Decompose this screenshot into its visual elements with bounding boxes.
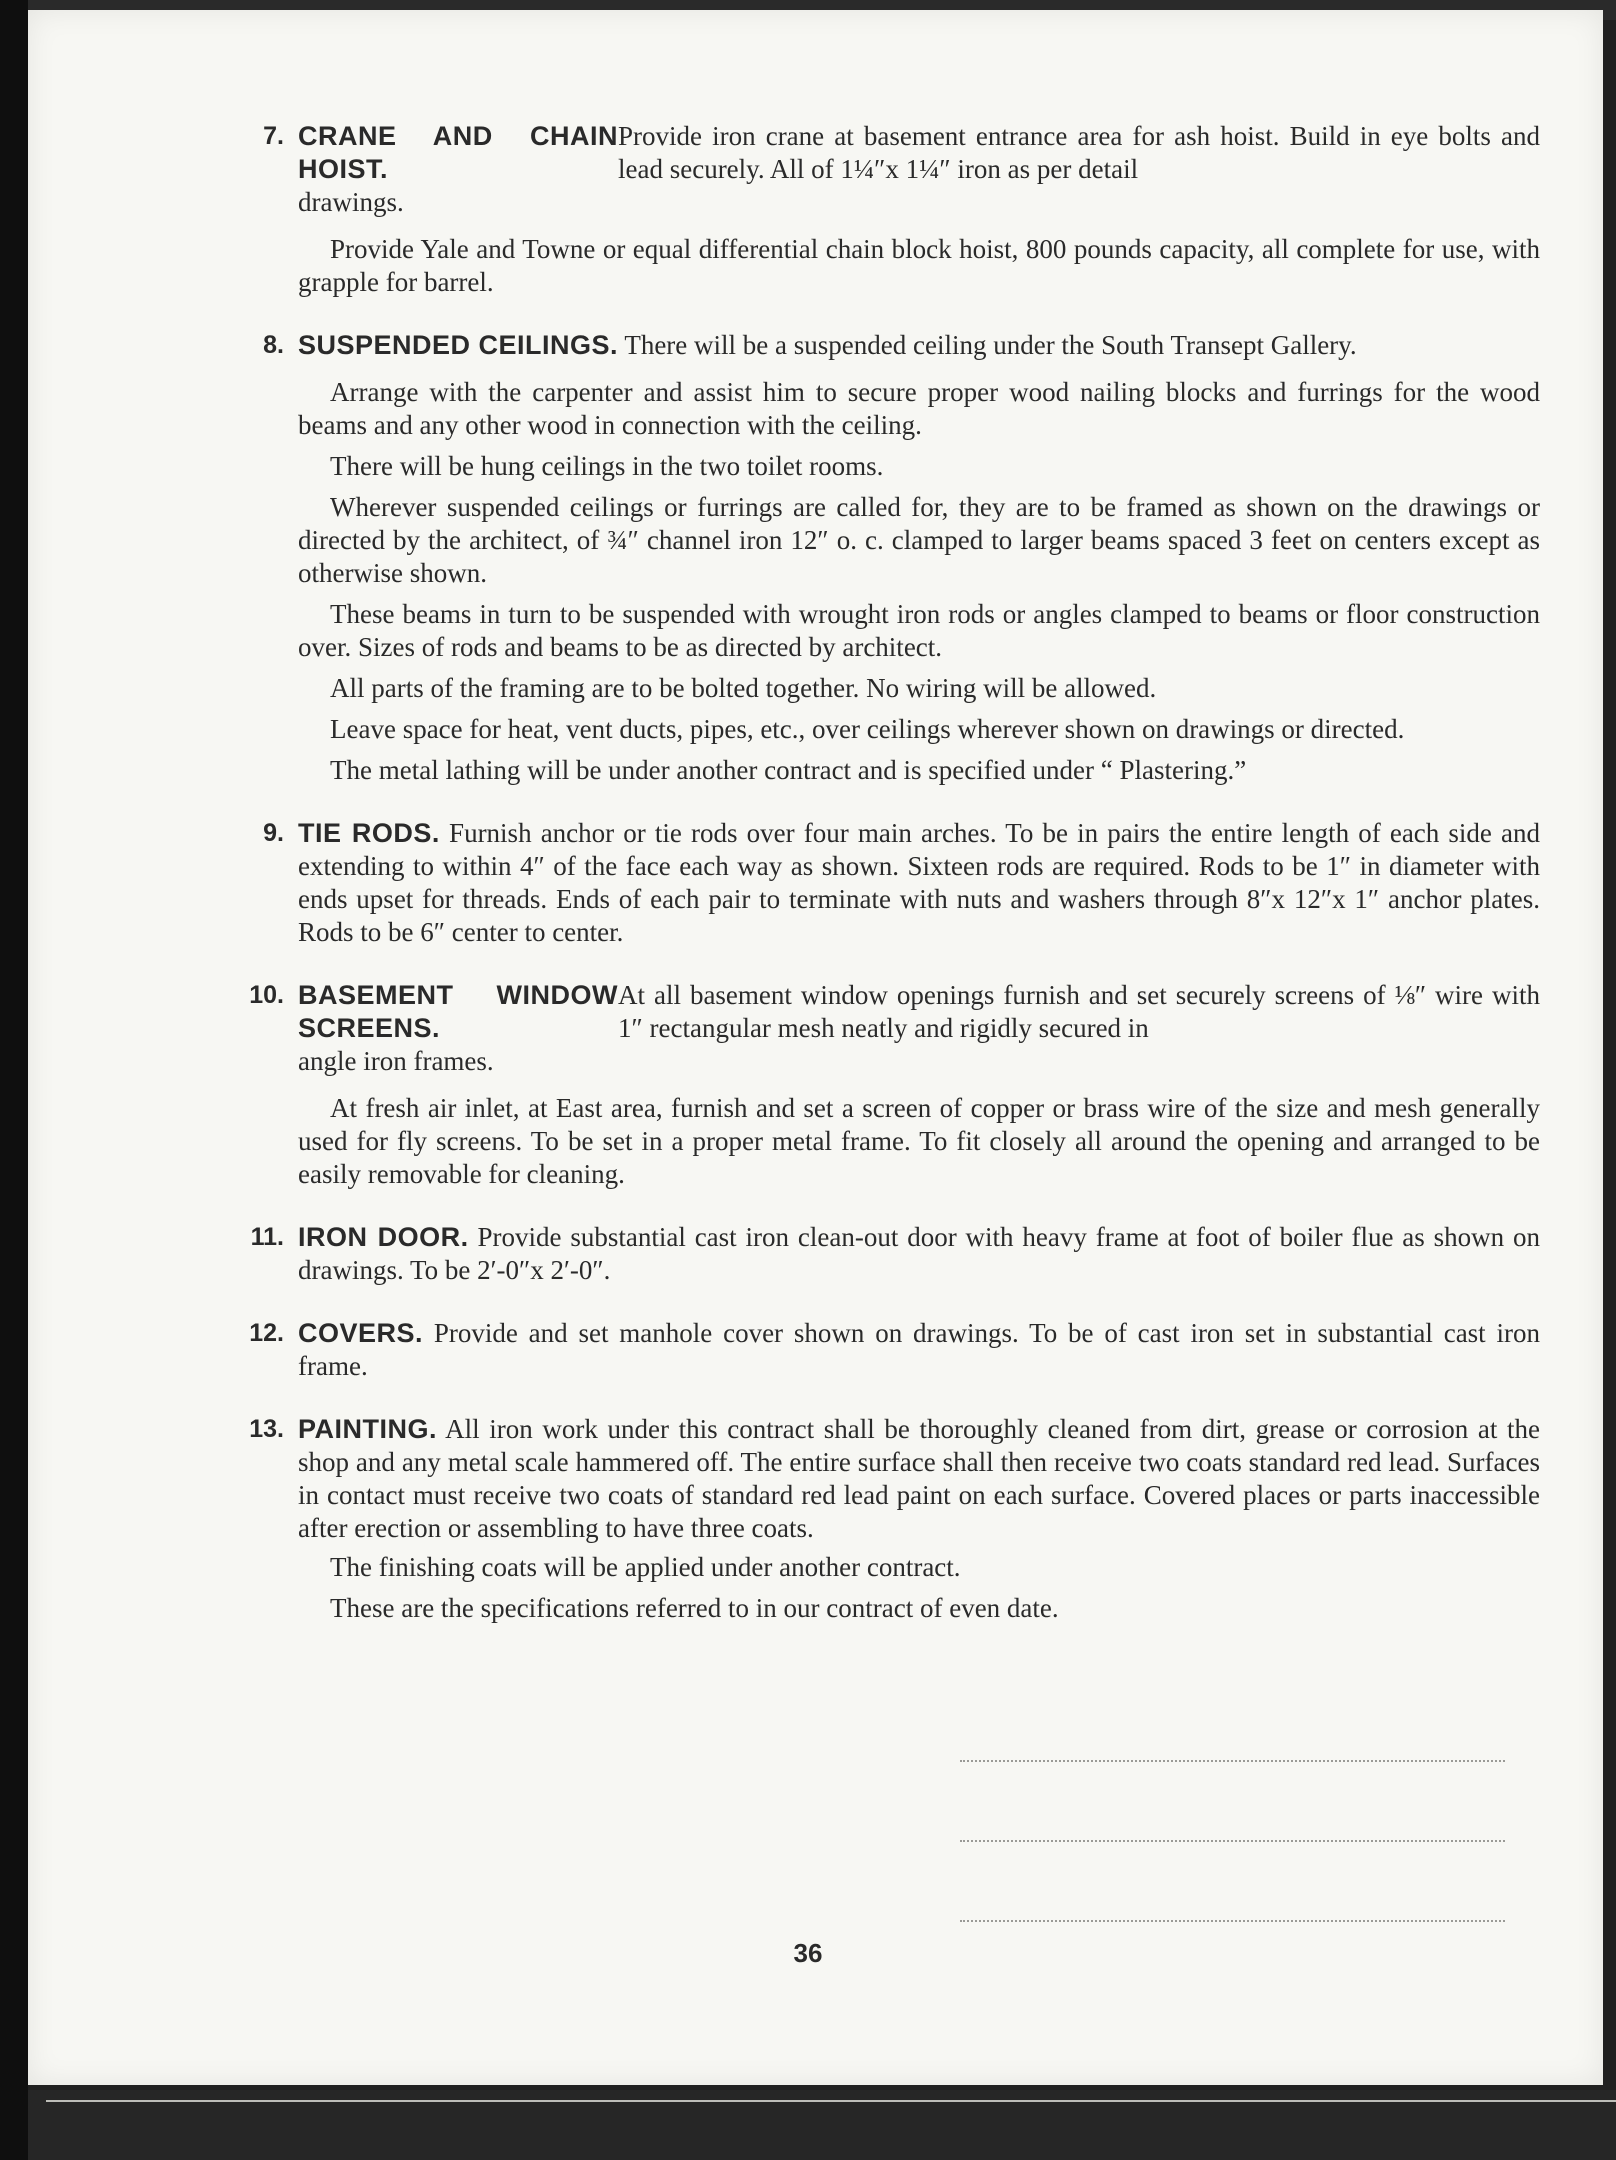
section-head-continuation: angle iron frames. <box>298 1046 494 1076</box>
section-lead-text: Provide substantial cast iron clean-out door with heavy frame at foot of boiler flue as shown on drawings. To be 2′-0″x 2′-0″. <box>298 1222 1541 1285</box>
section-head-text: At all basement window openings furnish and set securely screens of ⅛″ wire with 1″ rectangular mesh neatly and rigidly secured in <box>618 980 1540 1043</box>
section-lead-text: All iron work under this contract shall be thoroughly cleaned from dirt, grease or corrosion at the shop and any metal scale hammered off. The entire surface shall then receive two coats standard red lead. Surfaces in contact must receive two coats of standard red lead paint on each surface. Covered places or parts inaccessible after erection or assembling to have three coats. <box>298 1414 1540 1543</box>
page-number: 36 <box>793 1938 823 1968</box>
paragraph: The metal lathing will be under another contract and is specified under “ Plastering.” <box>330 755 1247 785</box>
signature-line <box>960 1840 1505 1842</box>
section-number: 12. <box>249 1319 284 1347</box>
section-number: 8. <box>263 331 284 359</box>
paragraph: All parts of the framing are to be bolted together. No wiring will be allowed. <box>330 673 1157 703</box>
section-9 <box>210 817 1540 949</box>
scan-border-left <box>0 0 28 2160</box>
paragraph: Arrange with the carpenter and assist him to secure proper wood nailing blocks and furrings for the wood beams and any other wood in connection with the ceiling. <box>298 377 1540 440</box>
section-lead-text: Furnish anchor or tie rods over four main arches. To be in pairs the entire length of each side and extending to within 4″ of the face each way as shown. Sixteen rods are required. Rods to be 1″ in diameter with ends upset for threads. Ends of each pair to terminate with nuts and washers through 8″x 12″x 1″ anchor plates. Rods to be 6″ center to center. <box>298 818 1541 947</box>
section-7 <box>210 120 1540 299</box>
section-number: 13. <box>249 1415 284 1443</box>
section-head-text: Provide iron crane at basement entrance area for ash hoist. Build in eye bolts and lead securely. All of 1¼″x 1¼″ iron as per detail <box>618 121 1540 184</box>
section-number: 9. <box>263 819 284 847</box>
specification-body <box>210 120 1540 1655</box>
section-10 <box>210 979 1540 1191</box>
paragraph: There will be hung ceilings in the two toilet rooms. <box>330 451 884 481</box>
paragraph: These are the specifications referred to in our contract of even date. <box>330 1593 1059 1623</box>
section-heading: IRON DOOR. <box>298 1222 469 1252</box>
section-8 <box>210 329 1540 787</box>
paragraph: Wherever suspended ceilings or furrings are called for, they are to be framed as shown on the drawings or directed by the architect, of ¾″ channel iron 12″ o. c. clamped to larger beams spaced 3 feet on centers except as otherwise shown. <box>298 492 1540 588</box>
signature-line <box>960 1920 1505 1922</box>
paragraph: At fresh air inlet, at East area, furnish and set a screen of copper or brass wire of the size and mesh generally used for fly screens. To be set in a proper metal frame. To fit closely all around the opening and arranged to be easily removable for cleaning. <box>298 1093 1540 1189</box>
paragraph: Provide Yale and Towne or equal differential chain block hoist, 800 pounds capacity, all complete for use, with grapple for barrel. <box>298 234 1540 297</box>
section-11 <box>210 1221 1540 1287</box>
paragraph: Leave space for heat, vent ducts, pipes, etc., over ceilings wherever shown on drawings or directed. <box>330 714 1405 744</box>
section-number: 10. <box>249 981 284 1009</box>
paragraph: The finishing coats will be applied under another contract. <box>330 1552 961 1582</box>
paragraph: These beams in turn to be suspended with wrought iron rods or angles clamped to beams or floor construction over. Sizes of rods and beams to be as directed by architect. <box>298 599 1540 662</box>
section-12 <box>210 1317 1540 1383</box>
section-heading: COVERS. <box>298 1318 424 1348</box>
section-13 <box>210 1413 1540 1625</box>
section-heading: TIE RODS. <box>298 818 440 848</box>
section-number: 11. <box>250 1223 284 1251</box>
section-head-continuation: drawings. <box>298 187 404 217</box>
signature-line <box>960 1760 1505 1762</box>
section-number: 7. <box>263 122 284 150</box>
section-lead-text: There will be a suspended ceiling under the South Transept Gallery. <box>624 330 1357 360</box>
section-heading: SUSPENDED CEILINGS. <box>298 330 619 360</box>
section-lead-text: Provide and set manhole cover shown on drawings. To be of cast iron set in substantial cast iron frame. <box>298 1318 1541 1381</box>
section-heading: PAINTING. <box>298 1414 437 1444</box>
section-heading: BASEMENT WINDOW SCREENS. <box>298 980 618 1043</box>
section-heading: CRANE AND CHAIN HOIST. <box>298 121 618 184</box>
